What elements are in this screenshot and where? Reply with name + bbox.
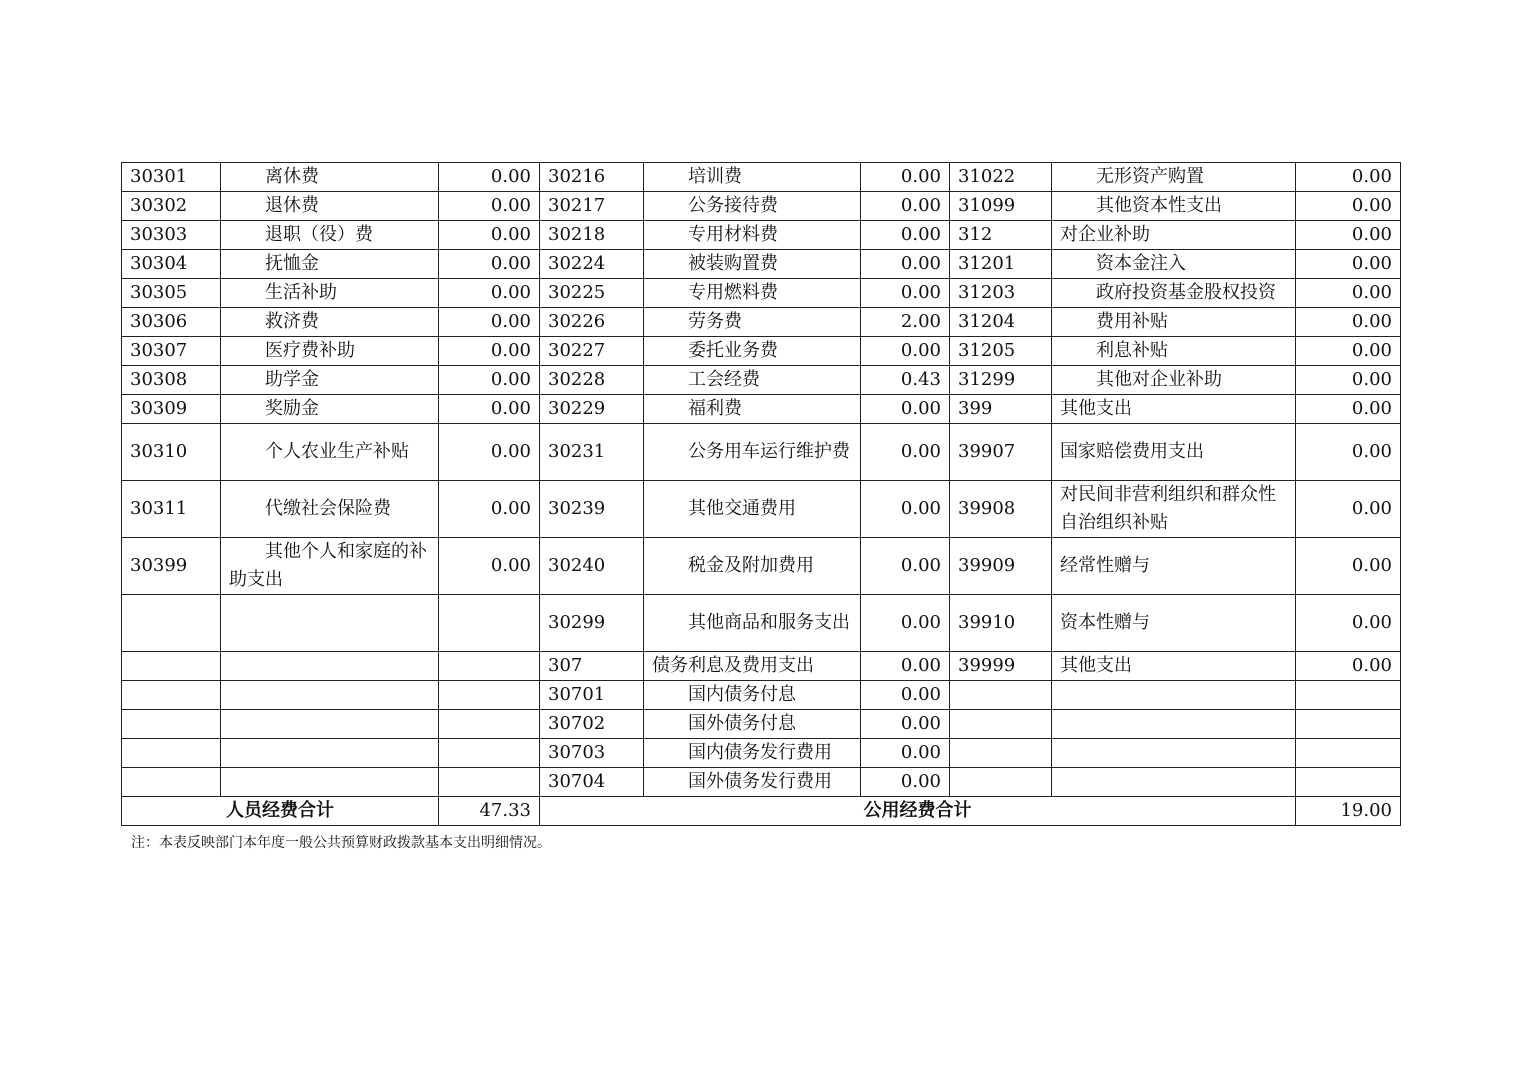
public-name-cell: 公务用车运行维护费 (644, 424, 861, 481)
table-row (122, 710, 1401, 739)
public-amount-cell: 0.00 (861, 710, 950, 739)
personnel-amount-cell (439, 710, 540, 739)
personnel-name-cell: 救济费 (221, 308, 439, 337)
personnel-code-cell: 30307 (122, 337, 221, 366)
public-amount-cell: 0.00 (861, 739, 950, 768)
public-amount-cell: 0.00 (861, 192, 950, 221)
public-code-cell: 30216 (540, 163, 644, 192)
capital-name-cell: 其他资本性支出 (1052, 192, 1296, 221)
personnel-amount-cell: 0.00 (439, 250, 540, 279)
capital-code-cell: 31205 (950, 337, 1052, 366)
personnel-amount-cell: 0.00 (439, 163, 540, 192)
public-code-cell: 30299 (540, 595, 644, 652)
public-name-cell: 工会经费 (644, 366, 861, 395)
personnel-amount-cell (439, 652, 540, 681)
personnel-code-cell: 30306 (122, 308, 221, 337)
capital-amount-cell (1296, 768, 1401, 797)
capital-name-cell: 政府投资基金股权投资 (1052, 279, 1296, 308)
public-name-cell: 其他商品和服务支出 (644, 595, 861, 652)
personnel-code-cell (122, 739, 221, 768)
capital-code-cell: 39909 (950, 538, 1052, 595)
capital-amount-cell: 0.00 (1296, 481, 1401, 538)
personnel-name-cell: 生活补助 (221, 279, 439, 308)
public-amount-cell: 0.00 (861, 395, 950, 424)
table-row (122, 279, 1401, 308)
personnel-code-cell: 30302 (122, 192, 221, 221)
personnel-total-amount: 47.33 (439, 797, 540, 826)
personnel-code-cell: 30305 (122, 279, 221, 308)
personnel-name-cell: 助学金 (221, 366, 439, 395)
public-code-cell: 30225 (540, 279, 644, 308)
capital-name-cell (1052, 681, 1296, 710)
personnel-code-cell: 30309 (122, 395, 221, 424)
personnel-code-cell (122, 681, 221, 710)
capital-code-cell (950, 768, 1052, 797)
personnel-name-cell: 退职（役）费 (221, 221, 439, 250)
table-row (122, 337, 1401, 366)
public-name-cell: 专用材料费 (644, 221, 861, 250)
capital-amount-cell (1296, 739, 1401, 768)
public-code-cell: 30229 (540, 395, 644, 424)
personnel-code-cell: 30311 (122, 481, 221, 538)
capital-name-cell: 资本性赠与 (1052, 595, 1296, 652)
public-code-cell: 30239 (540, 481, 644, 538)
table-row (122, 250, 1401, 279)
capital-amount-cell: 0.00 (1296, 308, 1401, 337)
public-code-cell: 30218 (540, 221, 644, 250)
capital-code-cell: 39907 (950, 424, 1052, 481)
capital-name-cell: 资本金注入 (1052, 250, 1296, 279)
capital-code-cell (950, 681, 1052, 710)
table-row (122, 652, 1401, 681)
public-total-amount: 19.00 (1296, 797, 1401, 826)
public-name-cell: 委托业务费 (644, 337, 861, 366)
capital-amount-cell: 0.00 (1296, 279, 1401, 308)
capital-amount-cell: 0.00 (1296, 424, 1401, 481)
public-amount-cell: 0.00 (861, 163, 950, 192)
capital-name-cell (1052, 768, 1296, 797)
public-name-cell: 其他交通费用 (644, 481, 861, 538)
personnel-name-cell (221, 681, 439, 710)
public-amount-cell: 0.00 (861, 279, 950, 308)
public-code-cell: 30226 (540, 308, 644, 337)
public-name-cell: 专用燃料费 (644, 279, 861, 308)
personnel-name-cell: 代缴社会保险费 (221, 481, 439, 538)
personnel-amount-cell: 0.00 (439, 366, 540, 395)
public-code-cell: 30231 (540, 424, 644, 481)
public-amount-cell: 0.00 (861, 424, 950, 481)
capital-code-cell: 31299 (950, 366, 1052, 395)
personnel-code-cell: 30399 (122, 538, 221, 595)
capital-code-cell: 39908 (950, 481, 1052, 538)
personnel-amount-cell: 0.00 (439, 337, 540, 366)
personnel-code-cell: 30308 (122, 366, 221, 395)
capital-amount-cell: 0.00 (1296, 366, 1401, 395)
capital-code-cell: 31022 (950, 163, 1052, 192)
table-row (122, 366, 1401, 395)
capital-code-cell: 31099 (950, 192, 1052, 221)
public-amount-cell: 0.00 (861, 250, 950, 279)
personnel-amount-cell (439, 595, 540, 652)
capital-amount-cell: 0.00 (1296, 250, 1401, 279)
public-amount-cell: 0.43 (861, 366, 950, 395)
public-total-label: 公用经费合计 (540, 797, 1296, 826)
public-code-cell: 30217 (540, 192, 644, 221)
personnel-name-cell: 退休费 (221, 192, 439, 221)
public-name-cell: 被装购置费 (644, 250, 861, 279)
capital-name-cell: 经常性赠与 (1052, 538, 1296, 595)
public-name-cell: 税金及附加费用 (644, 538, 861, 595)
personnel-code-cell (122, 595, 221, 652)
public-code-cell: 30704 (540, 768, 644, 797)
public-code-cell: 30701 (540, 681, 644, 710)
capital-code-cell: 39910 (950, 595, 1052, 652)
personnel-amount-cell: 0.00 (439, 192, 540, 221)
personnel-name-cell: 抚恤金 (221, 250, 439, 279)
capital-amount-cell: 0.00 (1296, 652, 1401, 681)
personnel-amount-cell: 0.00 (439, 279, 540, 308)
personnel-name-cell: 个人农业生产补贴 (221, 424, 439, 481)
personnel-code-cell (122, 710, 221, 739)
personnel-name-cell: 奖励金 (221, 395, 439, 424)
capital-amount-cell: 0.00 (1296, 395, 1401, 424)
table-row (122, 163, 1401, 192)
capital-name-cell: 无形资产购置 (1052, 163, 1296, 192)
capital-name-cell: 其他支出 (1052, 652, 1296, 681)
personnel-amount-cell (439, 768, 540, 797)
personnel-name-cell: 医疗费补助 (221, 337, 439, 366)
personnel-code-cell: 30301 (122, 163, 221, 192)
public-amount-cell: 0.00 (861, 481, 950, 538)
capital-name-cell: 对企业补助 (1052, 221, 1296, 250)
public-name-cell: 福利费 (644, 395, 861, 424)
budget-detail-table (121, 162, 1401, 826)
public-name-cell: 公务接待费 (644, 192, 861, 221)
table-row (122, 308, 1401, 337)
public-amount-cell: 0.00 (861, 681, 950, 710)
capital-code-cell: 31203 (950, 279, 1052, 308)
table-row (122, 538, 1401, 595)
capital-name-cell: 其他支出 (1052, 395, 1296, 424)
capital-amount-cell: 0.00 (1296, 163, 1401, 192)
personnel-amount-cell: 0.00 (439, 424, 540, 481)
table-row (122, 595, 1401, 652)
capital-name-cell: 其他对企业补助 (1052, 366, 1296, 395)
capital-code-cell: 31201 (950, 250, 1052, 279)
public-code-cell: 30702 (540, 710, 644, 739)
capital-amount-cell (1296, 681, 1401, 710)
personnel-total-label: 人员经费合计 (122, 797, 439, 826)
personnel-name-cell (221, 768, 439, 797)
capital-code-cell (950, 739, 1052, 768)
public-amount-cell: 0.00 (861, 768, 950, 797)
capital-code-cell: 39999 (950, 652, 1052, 681)
public-amount-cell: 2.00 (861, 308, 950, 337)
capital-amount-cell: 0.00 (1296, 337, 1401, 366)
personnel-code-cell (122, 768, 221, 797)
personnel-name-cell: 其他个人和家庭的补助支出 (221, 538, 439, 595)
table-row (122, 681, 1401, 710)
public-code-cell: 30224 (540, 250, 644, 279)
capital-code-cell: 399 (950, 395, 1052, 424)
personnel-name-cell: 离休费 (221, 163, 439, 192)
personnel-name-cell (221, 710, 439, 739)
public-amount-cell: 0.00 (861, 337, 950, 366)
public-name-cell: 劳务费 (644, 308, 861, 337)
capital-amount-cell: 0.00 (1296, 192, 1401, 221)
public-name-cell: 债务利息及费用支出 (644, 652, 861, 681)
public-code-cell: 30240 (540, 538, 644, 595)
capital-name-cell: 费用补贴 (1052, 308, 1296, 337)
capital-amount-cell: 0.00 (1296, 595, 1401, 652)
personnel-code-cell: 30304 (122, 250, 221, 279)
capital-name-cell (1052, 739, 1296, 768)
public-name-cell: 国外债务付息 (644, 710, 861, 739)
capital-name-cell: 利息补贴 (1052, 337, 1296, 366)
capital-amount-cell: 0.00 (1296, 538, 1401, 595)
table-row (122, 739, 1401, 768)
public-code-cell: 30227 (540, 337, 644, 366)
capital-amount-cell (1296, 710, 1401, 739)
table-row (122, 192, 1401, 221)
public-amount-cell: 0.00 (861, 595, 950, 652)
personnel-amount-cell (439, 681, 540, 710)
public-amount-cell: 0.00 (861, 221, 950, 250)
capital-name-cell: 对民间非营利组织和群众性自治组织补贴 (1052, 481, 1296, 538)
footnote: 注：本表反映部门本年度一般公共预算财政拨款基本支出明细情况。 (131, 835, 551, 851)
personnel-code-cell: 30303 (122, 221, 221, 250)
table-row (122, 221, 1401, 250)
table-row (122, 424, 1401, 481)
personnel-amount-cell (439, 739, 540, 768)
personnel-amount-cell: 0.00 (439, 221, 540, 250)
capital-code-cell: 31204 (950, 308, 1052, 337)
capital-amount-cell: 0.00 (1296, 221, 1401, 250)
capital-name-cell: 国家赔偿费用支出 (1052, 424, 1296, 481)
public-name-cell: 国内债务付息 (644, 681, 861, 710)
personnel-amount-cell: 0.00 (439, 308, 540, 337)
table-body (122, 163, 1401, 797)
personnel-amount-cell: 0.00 (439, 395, 540, 424)
public-code-cell: 307 (540, 652, 644, 681)
public-name-cell: 培训费 (644, 163, 861, 192)
table-row (122, 481, 1401, 538)
personnel-amount-cell: 0.00 (439, 538, 540, 595)
capital-name-cell (1052, 710, 1296, 739)
table-row (122, 395, 1401, 424)
public-amount-cell: 0.00 (861, 652, 950, 681)
public-name-cell: 国外债务发行费用 (644, 768, 861, 797)
capital-code-cell: 312 (950, 221, 1052, 250)
personnel-name-cell (221, 739, 439, 768)
personnel-amount-cell: 0.00 (439, 481, 540, 538)
table-row (122, 768, 1401, 797)
public-amount-cell: 0.00 (861, 538, 950, 595)
personnel-code-cell (122, 652, 221, 681)
capital-code-cell (950, 710, 1052, 739)
public-code-cell: 30228 (540, 366, 644, 395)
personnel-code-cell: 30310 (122, 424, 221, 481)
public-code-cell: 30703 (540, 739, 644, 768)
public-name-cell: 国内债务发行费用 (644, 739, 861, 768)
personnel-name-cell (221, 652, 439, 681)
personnel-name-cell (221, 595, 439, 652)
totals-row (122, 797, 1401, 826)
